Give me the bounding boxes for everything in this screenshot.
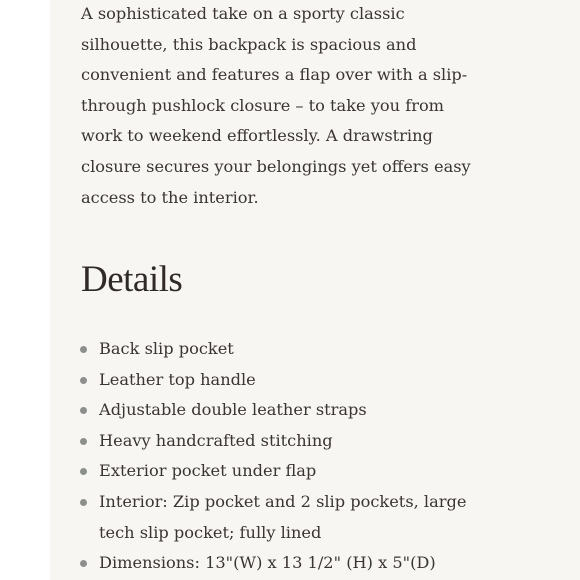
details-item-line: Exterior pocket under flap bbox=[99, 461, 317, 481]
description-line: A sophisticated take on a sporty classic bbox=[81, 4, 405, 23]
details-item-text bbox=[99, 456, 538, 487]
details-item-text bbox=[99, 426, 538, 457]
details-item-line: Leather top handle bbox=[99, 369, 256, 389]
details-item-text bbox=[99, 548, 538, 579]
bullet-icon bbox=[80, 560, 87, 567]
details-item-text bbox=[99, 487, 538, 548]
details-item-exterior-pocket bbox=[78, 456, 538, 487]
details-item-line: Dimensions: 13"(W) x 13 1/2" (H) x 5"(D) bbox=[99, 553, 436, 573]
details-item-dimensions bbox=[78, 548, 538, 579]
details-heading: Details bbox=[81, 259, 183, 300]
details-item-text bbox=[99, 334, 538, 365]
bullet-icon bbox=[80, 377, 87, 384]
details-item-line: Adjustable double leather straps bbox=[99, 400, 367, 420]
description-line: access to the interior. bbox=[81, 187, 259, 207]
description-line: convenient and features a flap over with a slip- bbox=[81, 65, 468, 85]
details-list bbox=[78, 334, 538, 579]
details-item-leather-top-handle bbox=[78, 365, 538, 396]
details-item-text bbox=[99, 365, 538, 396]
description-line: closure secures your belongings yet offers easy bbox=[81, 156, 471, 176]
bullet-icon bbox=[80, 438, 87, 445]
details-item-line: Heavy handcrafted stitching bbox=[99, 430, 333, 450]
description-line: work to weekend effortlessly. A drawstring bbox=[81, 126, 433, 146]
details-item-line: Interior: Zip pocket and 2 slip pockets, large bbox=[99, 491, 467, 511]
bullet-icon bbox=[80, 468, 87, 475]
details-item-text bbox=[99, 395, 538, 426]
details-item-line: tech slip pocket; fully lined bbox=[99, 522, 322, 542]
details-item-interior bbox=[78, 487, 538, 548]
details-item-back-slip-pocket bbox=[78, 334, 538, 365]
details-item-stitching bbox=[78, 426, 538, 457]
description-line: silhouette, this backpack is spacious and bbox=[81, 34, 417, 54]
bullet-icon bbox=[80, 346, 87, 353]
details-item-adjustable-straps bbox=[78, 395, 538, 426]
product-description bbox=[81, 0, 521, 213]
bullet-icon bbox=[80, 499, 87, 506]
description-line: through pushlock closure – to take you from bbox=[81, 95, 445, 115]
details-item-line: Back slip pocket bbox=[99, 339, 234, 358]
bullet-icon bbox=[80, 407, 87, 414]
